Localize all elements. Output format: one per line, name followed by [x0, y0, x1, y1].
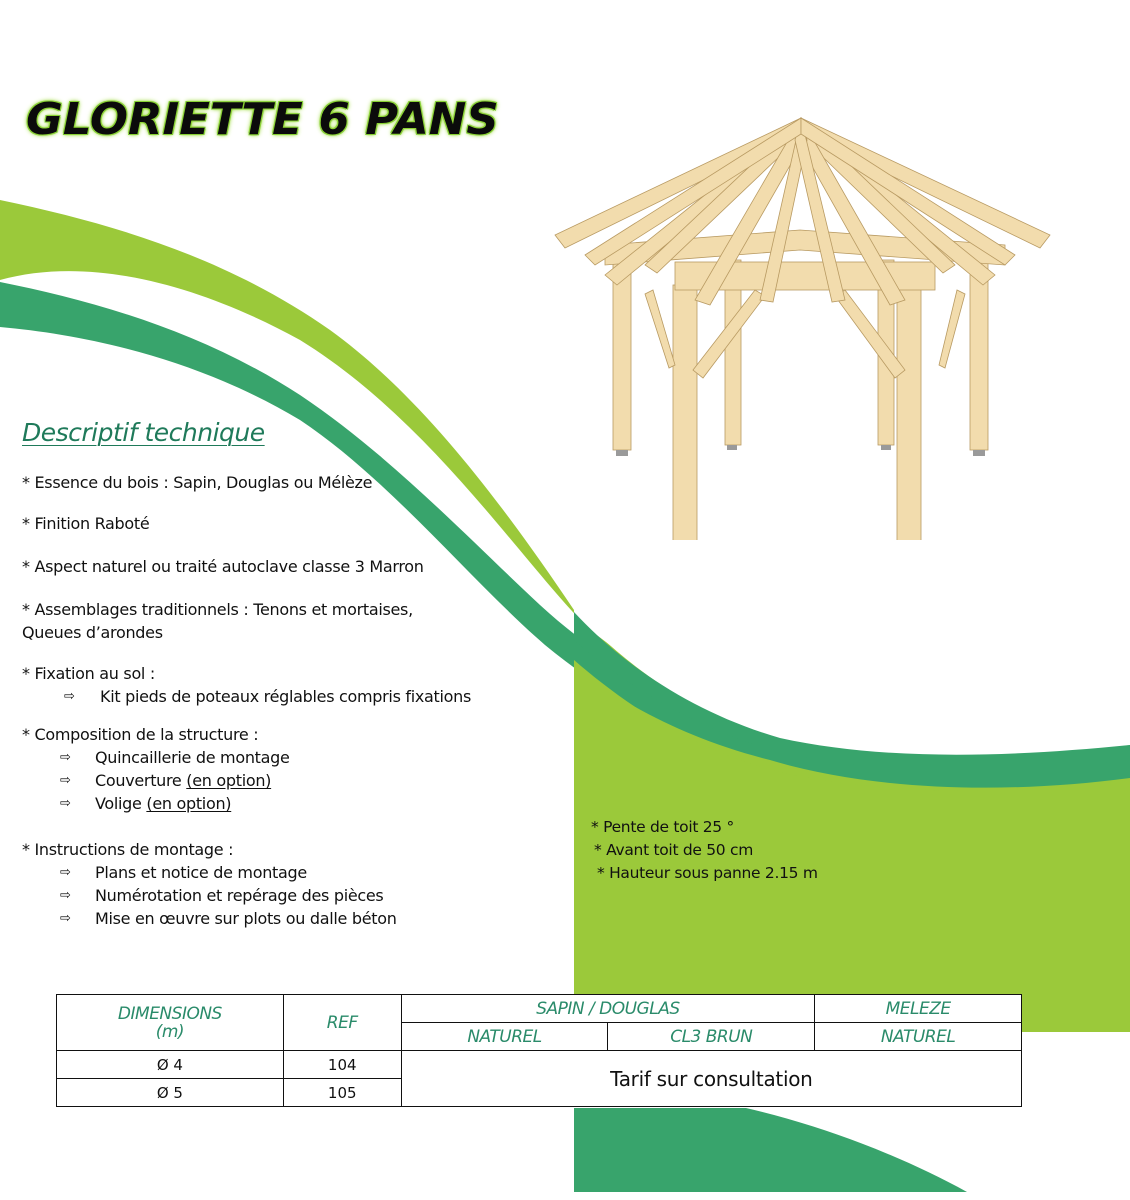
- spec-item-essence: * Essence du bois : Sapin, Douglas ou Mélèze: [22, 473, 373, 492]
- price-table: [56, 994, 1022, 1107]
- note-hauteur: * Hauteur sous panne 2.15 m: [597, 864, 818, 882]
- cell-dimension: Ø 5: [57, 1079, 284, 1107]
- header-dimensions: [57, 995, 284, 1051]
- note-avant-toit: * Avant toit de 50 cm: [594, 841, 754, 859]
- bottom-dark-green: [574, 1108, 967, 1192]
- arrow-icon: ⇨: [60, 796, 71, 811]
- spec-item-aspect: * Aspect naturel ou traité autoclave classe 3 Marron: [22, 557, 424, 576]
- option-note: (en option): [186, 771, 272, 790]
- arrow-icon: ⇨: [60, 773, 71, 788]
- spec-sub-quincaillerie: Quincaillerie de montage: [95, 748, 290, 767]
- spec-item-assemblages: * Assemblages traditionnels : Tenons et mortaises,: [22, 600, 413, 619]
- option-note: (en option): [146, 794, 232, 813]
- dimensions-unit: (m): [155, 1021, 185, 1042]
- header-sapin-naturel: NATUREL: [401, 1023, 608, 1051]
- spec-sub-numerotation: Numérotation et repérage des pièces: [95, 886, 384, 905]
- table-row: [57, 1051, 1022, 1079]
- header-meleze: MELEZE: [815, 995, 1022, 1023]
- cell-tarif: Tarif sur consultation: [401, 1051, 1021, 1107]
- spec-sub-couverture: [95, 770, 271, 792]
- header-sapin-cl3-brun: CL3 BRUN: [608, 1023, 815, 1051]
- arrow-icon: ⇨: [60, 911, 71, 926]
- spec-sub-kit-pieds: Kit pieds de poteaux réglables compris fixations: [100, 687, 472, 706]
- header-meleze-naturel: NATUREL: [815, 1023, 1022, 1051]
- arrow-icon: ⇨: [64, 689, 75, 704]
- dimensions-label: DIMENSIONS: [117, 1003, 222, 1024]
- header-sapin-douglas: SAPIN / DOUGLAS: [401, 995, 815, 1023]
- volige-label: Volige: [95, 794, 147, 813]
- spec-item-assemblages-line2: Queues d’arondes: [22, 623, 163, 642]
- arrow-icon: ⇨: [60, 750, 71, 765]
- header-ref: REF: [283, 995, 401, 1051]
- spec-item-fixation: * Fixation au sol :: [22, 664, 155, 683]
- cell-ref: 105: [283, 1079, 401, 1107]
- spec-item-instructions: * Instructions de montage :: [22, 840, 234, 859]
- couverture-label: Couverture: [95, 771, 187, 790]
- spec-sub-mise-en-oeuvre: Mise en œuvre sur plots ou dalle béton: [95, 909, 397, 928]
- page-title: GLORIETTE 6 PANS: [26, 94, 499, 145]
- spec-item-composition: * Composition de la structure :: [22, 725, 259, 744]
- cell-ref: 104: [283, 1051, 401, 1079]
- cell-dimension: Ø 4: [57, 1051, 284, 1079]
- spec-item-finition: * Finition Raboté: [22, 514, 150, 533]
- arrow-icon: ⇨: [60, 888, 71, 903]
- section-heading-descriptif: Descriptif technique: [22, 418, 265, 447]
- arrow-icon: ⇨: [60, 865, 71, 880]
- spec-sub-plans: Plans et notice de montage: [95, 863, 307, 882]
- note-pente: * Pente de toit 25 °: [591, 818, 734, 836]
- spec-sub-volige: [95, 793, 231, 815]
- gazebo-illustration-icon: [545, 110, 1065, 540]
